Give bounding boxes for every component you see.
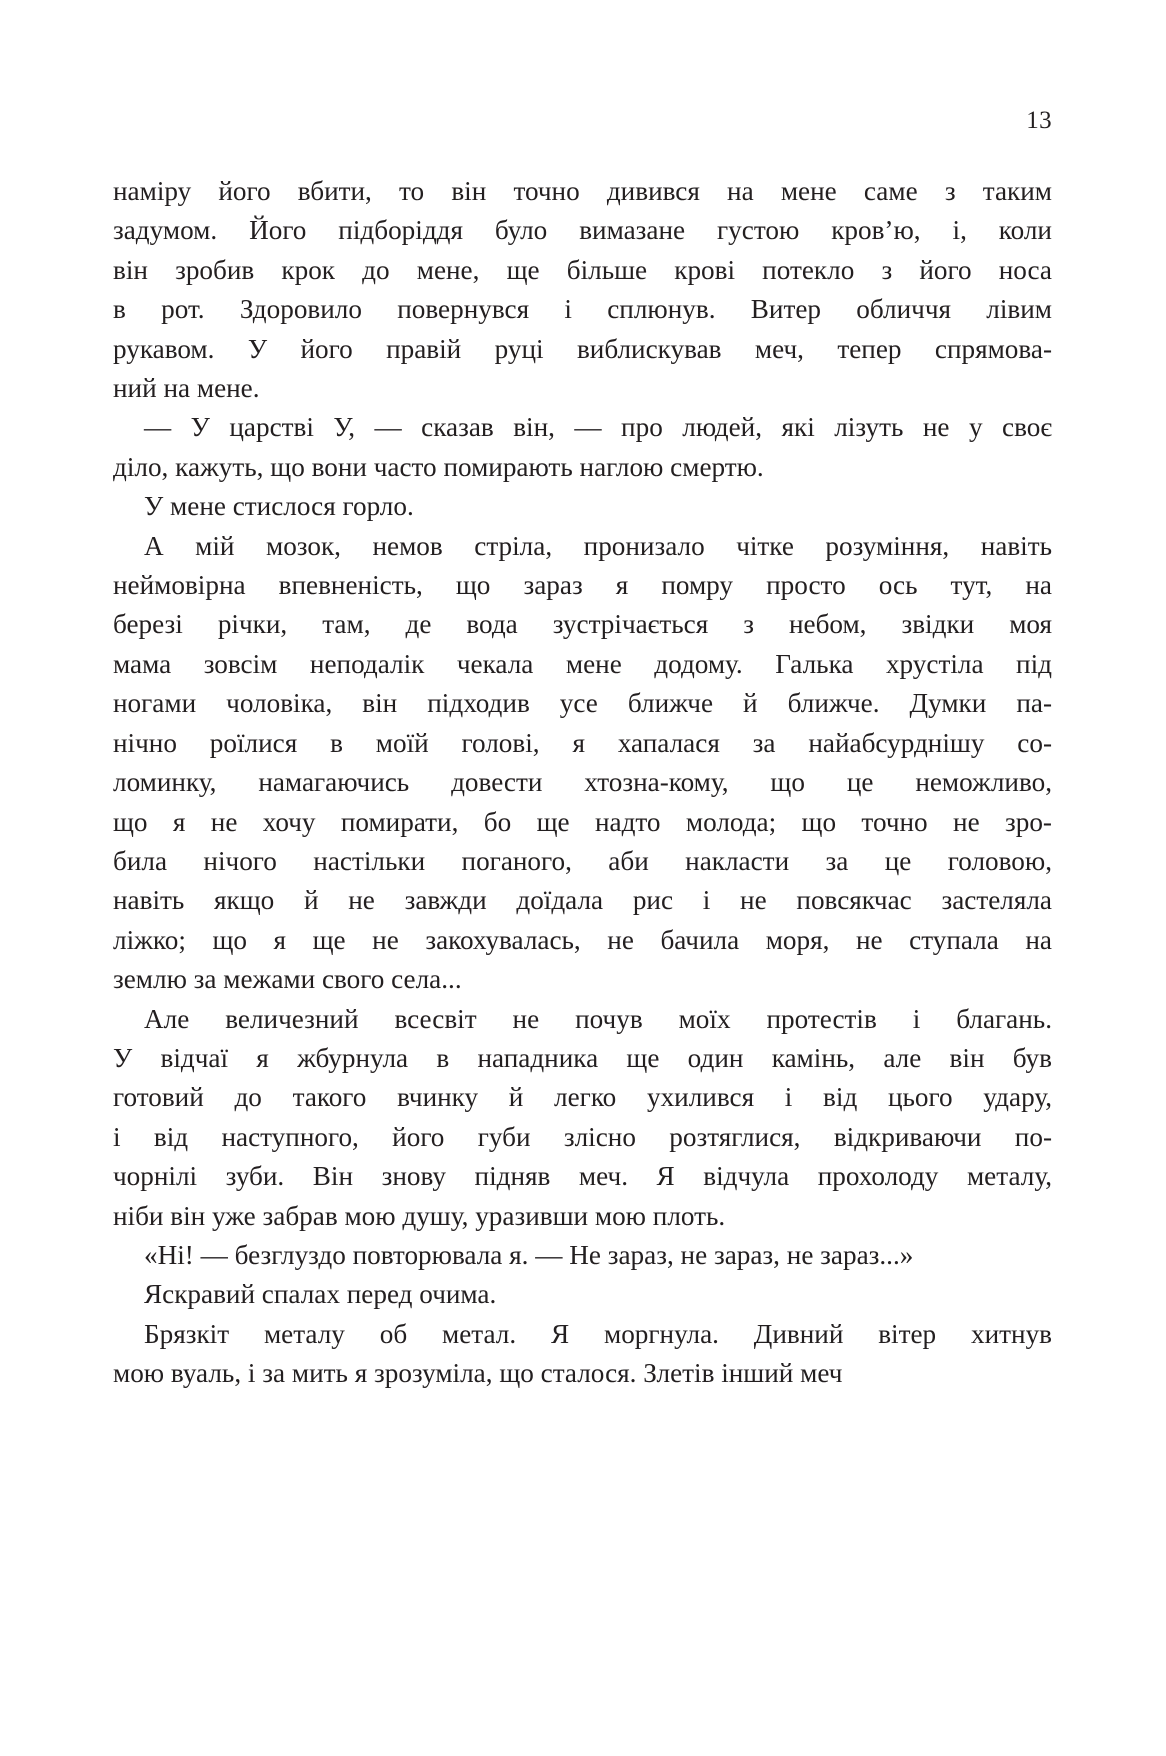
body-line: мама зовсім неподалік чекала мене додому. Галька хрустіла під xyxy=(113,648,1052,679)
body-line: і від наступного, його губи злісно розтяглися, відкриваючи по- xyxy=(113,1121,1052,1152)
body-line: діло, кажуть, що вони часто помирають наглою смертю. xyxy=(113,451,764,482)
body-line: ломинку, намагаючись довести хтозна-кому, що це неможливо, xyxy=(113,767,1052,798)
body-line: навіть якщо й не завжди доїдала рис і не повсякчас застеляла xyxy=(113,885,1052,916)
body-line: — У царстві У, — сказав він, — про людей, які лізуть не у своє xyxy=(144,412,1052,443)
body-line: «Ні! — безглуздо повторювала я. — Не зараз, не зараз, не зараз...» xyxy=(144,1239,914,1270)
body-line: що я не хочу помирати, бо ще надто молода; що точно не зро- xyxy=(113,806,1052,837)
body-line: У відчаї я жбурнула в нападника ще один камінь, але він був xyxy=(113,1042,1052,1073)
body-line: наміру його вбити, то він точно дивився на мене саме з таким xyxy=(113,176,1052,206)
body-paragraph xyxy=(113,1275,1052,1314)
body-paragraph xyxy=(113,487,1052,526)
body-line: в рот. Здоровило повернувся і сплюнув. Витер обличчя лівим xyxy=(113,294,1052,325)
body-paragraph xyxy=(113,1236,1052,1275)
body-line: Але величезний всесвіт не почув моїх протестів і благань. xyxy=(144,1003,1052,1034)
body-paragraph xyxy=(113,408,1052,487)
body-text xyxy=(113,172,1052,1394)
body-line: ний на мене. xyxy=(113,373,260,404)
page-number: 13 xyxy=(1026,107,1052,134)
body-line: нічно роїлися в моїй голові, я хапалася за найабсурднішу со- xyxy=(113,727,1052,758)
body-line: А мій мозок, немов стріла, пронизало чітке розуміння, навіть xyxy=(144,530,1052,561)
body-paragraph xyxy=(113,1315,1052,1394)
body-line: неймовірна впевненість, що зараз я помру просто ось тут, на xyxy=(113,570,1052,601)
body-line: ліжко; що я ще не закохувалась, не бачила моря, не ступала на xyxy=(113,924,1052,955)
body-line: У мене стислося горло. xyxy=(144,491,414,522)
body-line: задумом. Його підборіддя було вимазане густою кров’ю, і, коли xyxy=(113,215,1052,246)
body-line: готовий до такого вчинку й легко ухилився і від цього удару, xyxy=(113,1082,1052,1113)
body-line: березі річки, там, де вода зустрічається з небом, звідки моя xyxy=(113,609,1052,640)
body-line: била нічого настільки поганого, аби накласти за це головою, xyxy=(113,845,1052,876)
body-line: ніби він уже забрав мою душу, уразивши мою плоть. xyxy=(113,1200,726,1231)
body-line: він зробив крок до мене, ще більше крові потекло з його носа xyxy=(113,254,1052,285)
body-line: чорнілі зуби. Він знову підняв меч. Я відчула прохолоду металу, xyxy=(113,1161,1052,1192)
body-line: землю за межами свого села... xyxy=(113,964,462,995)
body-paragraph xyxy=(113,172,1052,408)
body-line: Яскравий спалах перед очима. xyxy=(144,1279,497,1310)
body-paragraph xyxy=(113,1000,1052,1236)
body-line: Брязкіт металу об метал. Я моргнула. Дивний вітер хитнув xyxy=(144,1318,1052,1349)
body-line: ногами чоловіка, він підходив усе ближче й ближче. Думки па- xyxy=(113,688,1052,719)
body-paragraph xyxy=(113,527,1052,1000)
body-line: рукавом. У його правій руці виблискував меч, тепер спрямова- xyxy=(113,333,1052,364)
body-line: мою вуаль, і за мить я зрозуміла, що сталося. Злетів інший меч xyxy=(113,1358,843,1389)
